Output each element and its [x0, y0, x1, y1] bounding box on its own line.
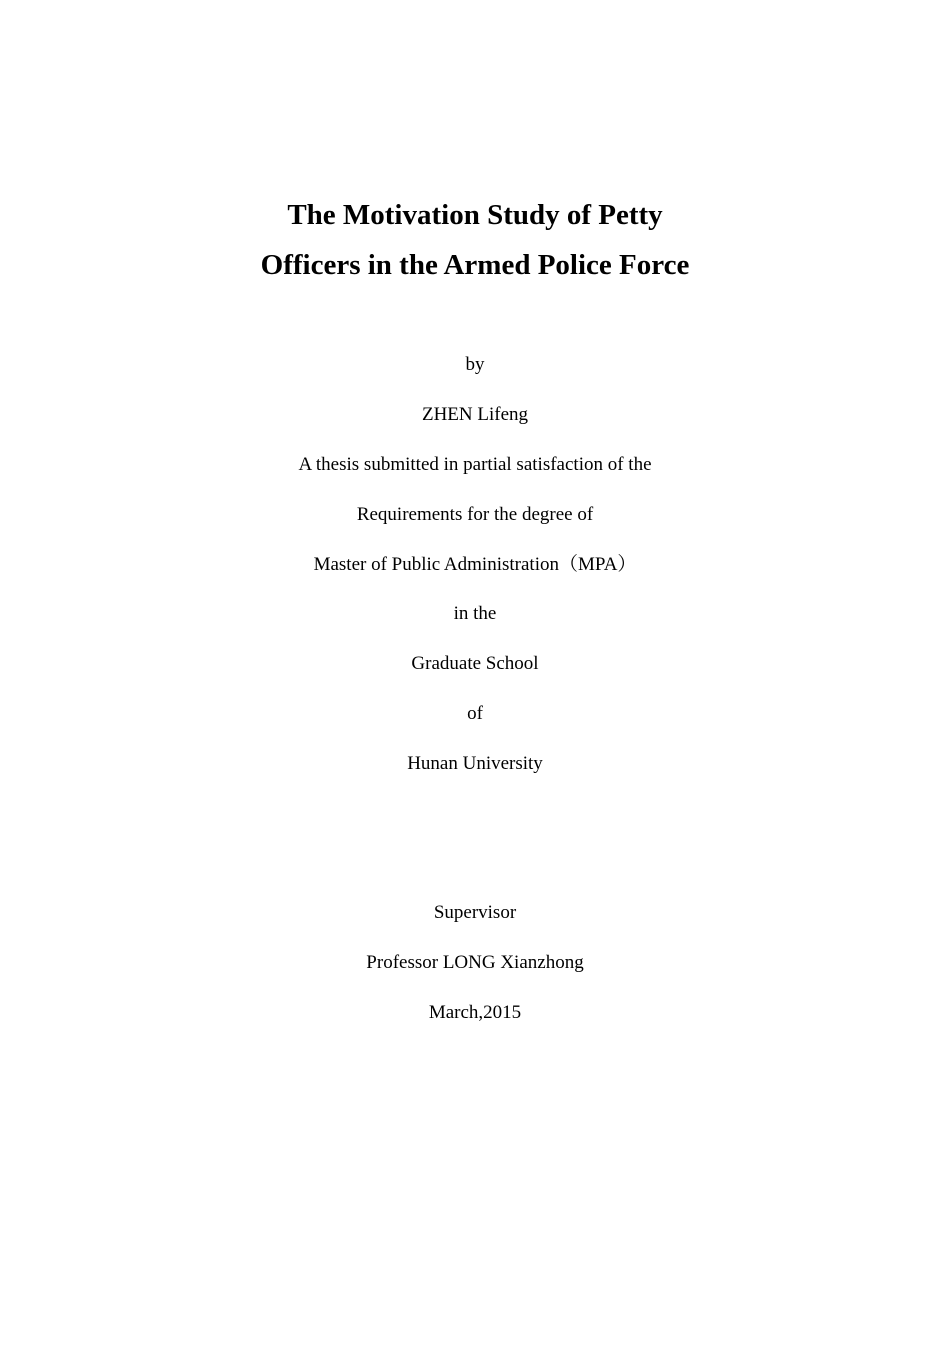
degree-statement-line-4: in the — [453, 603, 497, 624]
supervisor-name: Professor LONG Xianzhong — [366, 952, 584, 973]
supervisor-label: Supervisor — [433, 902, 517, 923]
author-name: ZHEN Lifeng — [421, 404, 529, 425]
degree-statement-line-1: A thesis submitted in partial satisfaction of the — [298, 454, 652, 475]
degree-statement-line-6: of — [467, 703, 483, 724]
by-label: by — [465, 354, 485, 375]
thesis-title-line-1: The Motivation Study of Petty — [287, 199, 663, 231]
university-name: Hunan University — [407, 753, 543, 774]
degree-name: Master of Public Administration（MPA） — [313, 554, 637, 575]
thesis-title-line-2: Officers in the Armed Police Force — [260, 249, 690, 281]
submission-date: March,2015 — [428, 1002, 522, 1023]
graduate-school: Graduate School — [411, 653, 539, 674]
degree-statement-line-2: Requirements for the degree of — [356, 504, 594, 525]
